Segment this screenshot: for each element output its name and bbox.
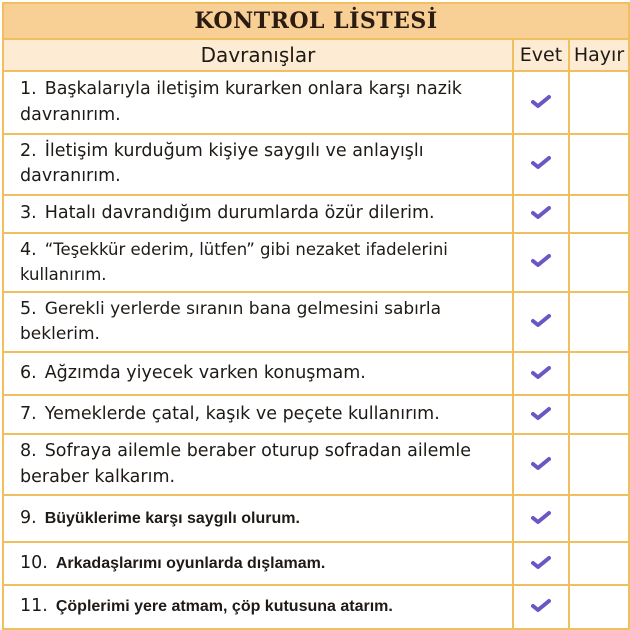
table-title: KONTROL LİSTESİ — [3, 3, 629, 39]
yes-cell[interactable] — [513, 71, 569, 134]
check-icon — [531, 154, 551, 170]
checklist-table — [2, 2, 630, 630]
check-icon — [531, 93, 551, 109]
no-cell[interactable] — [569, 542, 629, 585]
yes-cell[interactable] — [513, 134, 569, 195]
behavior-text: Başkalarıyla iletişim kurarken onlara karşı nazik davranırım. — [20, 79, 462, 125]
behavior-text: Büyüklerime karşı saygılı olurum. — [44, 509, 300, 527]
no-cell[interactable] — [569, 134, 629, 195]
check-icon — [531, 455, 551, 471]
item-number: 6. — [20, 362, 37, 383]
yes-cell[interactable] — [513, 352, 569, 395]
behavior-text: İletişim kurduğum kişiye saygılı ve anlayışlı davranırım. — [20, 141, 424, 187]
behavior-cell — [3, 233, 513, 292]
yes-cell[interactable] — [513, 195, 569, 233]
behavior-cell — [3, 71, 513, 134]
table-row — [3, 134, 629, 195]
no-cell[interactable] — [569, 352, 629, 395]
behavior-cell — [3, 585, 513, 629]
behavior-text: Çöplerimi yere atmam, çöp kutusuna atarım. — [55, 598, 393, 616]
item-number: 10. — [20, 552, 48, 573]
column-header-row — [3, 39, 629, 71]
title-row — [3, 3, 629, 39]
check-icon — [531, 509, 551, 525]
behavior-text: Sofraya ailemle beraber oturup sofradan ailemle beraber kalkarım. — [20, 441, 472, 487]
check-icon — [531, 252, 551, 268]
no-cell[interactable] — [569, 195, 629, 233]
behavior-cell — [3, 195, 513, 233]
no-cell[interactable] — [569, 233, 629, 292]
no-cell[interactable] — [569, 395, 629, 434]
table-row — [3, 292, 629, 352]
behavior-text: “Teşekkür ederim, lütfen” gibi nezaket ifadelerini kullanırım. — [20, 239, 448, 285]
table-row — [3, 495, 629, 542]
behavior-text: Hatalı davrandığım durumlarda özür dilerim. — [44, 203, 435, 224]
item-number: 5. — [20, 299, 37, 320]
check-icon — [531, 364, 551, 380]
check-icon — [531, 312, 551, 328]
no-cell[interactable] — [569, 292, 629, 352]
item-number: 8. — [20, 441, 37, 462]
behavior-text: Yemeklerde çatal, kaşık ve peçete kullanırım. — [44, 403, 440, 424]
table-row — [3, 434, 629, 495]
behavior-cell — [3, 542, 513, 585]
check-icon — [531, 204, 551, 220]
no-cell[interactable] — [569, 71, 629, 134]
behavior-cell — [3, 292, 513, 352]
table-row — [3, 585, 629, 629]
table-row — [3, 71, 629, 134]
no-cell[interactable] — [569, 585, 629, 629]
item-number: 11. — [20, 596, 48, 617]
behavior-text: Ağzımda yiyecek varken konuşmam. — [44, 362, 366, 383]
yes-cell[interactable] — [513, 542, 569, 585]
column-header-no: Hayır — [569, 39, 629, 71]
item-number: 9. — [20, 507, 37, 528]
yes-cell[interactable] — [513, 495, 569, 542]
column-header-yes: Evet — [513, 39, 569, 71]
item-number: 4. — [20, 239, 37, 260]
behavior-cell — [3, 395, 513, 434]
check-icon — [531, 405, 551, 421]
table-row — [3, 542, 629, 585]
behavior-text: Gerekli yerlerde sıranın bana gelmesini sabırla beklerim. — [20, 299, 441, 345]
checklist-sheet — [2, 2, 628, 617]
table-row — [3, 195, 629, 233]
table-row — [3, 395, 629, 434]
no-cell[interactable] — [569, 495, 629, 542]
item-number: 2. — [20, 141, 37, 161]
yes-cell[interactable] — [513, 292, 569, 352]
behavior-cell — [3, 352, 513, 395]
check-icon — [531, 597, 551, 613]
behavior-cell — [3, 434, 513, 495]
item-number: 3. — [20, 203, 37, 224]
yes-cell[interactable] — [513, 434, 569, 495]
table-row — [3, 233, 629, 292]
no-cell[interactable] — [569, 434, 629, 495]
column-header-behavior: Davranışlar — [3, 39, 513, 71]
yes-cell[interactable] — [513, 585, 569, 629]
behavior-text: Arkadaşlarımı oyunlarda dışlamam. — [55, 554, 326, 572]
behavior-cell — [3, 134, 513, 195]
item-number: 7. — [20, 403, 37, 424]
yes-cell[interactable] — [513, 233, 569, 292]
check-icon — [531, 554, 551, 570]
item-number: 1. — [20, 79, 37, 100]
yes-cell[interactable] — [513, 395, 569, 434]
table-row — [3, 352, 629, 395]
behavior-cell — [3, 495, 513, 542]
